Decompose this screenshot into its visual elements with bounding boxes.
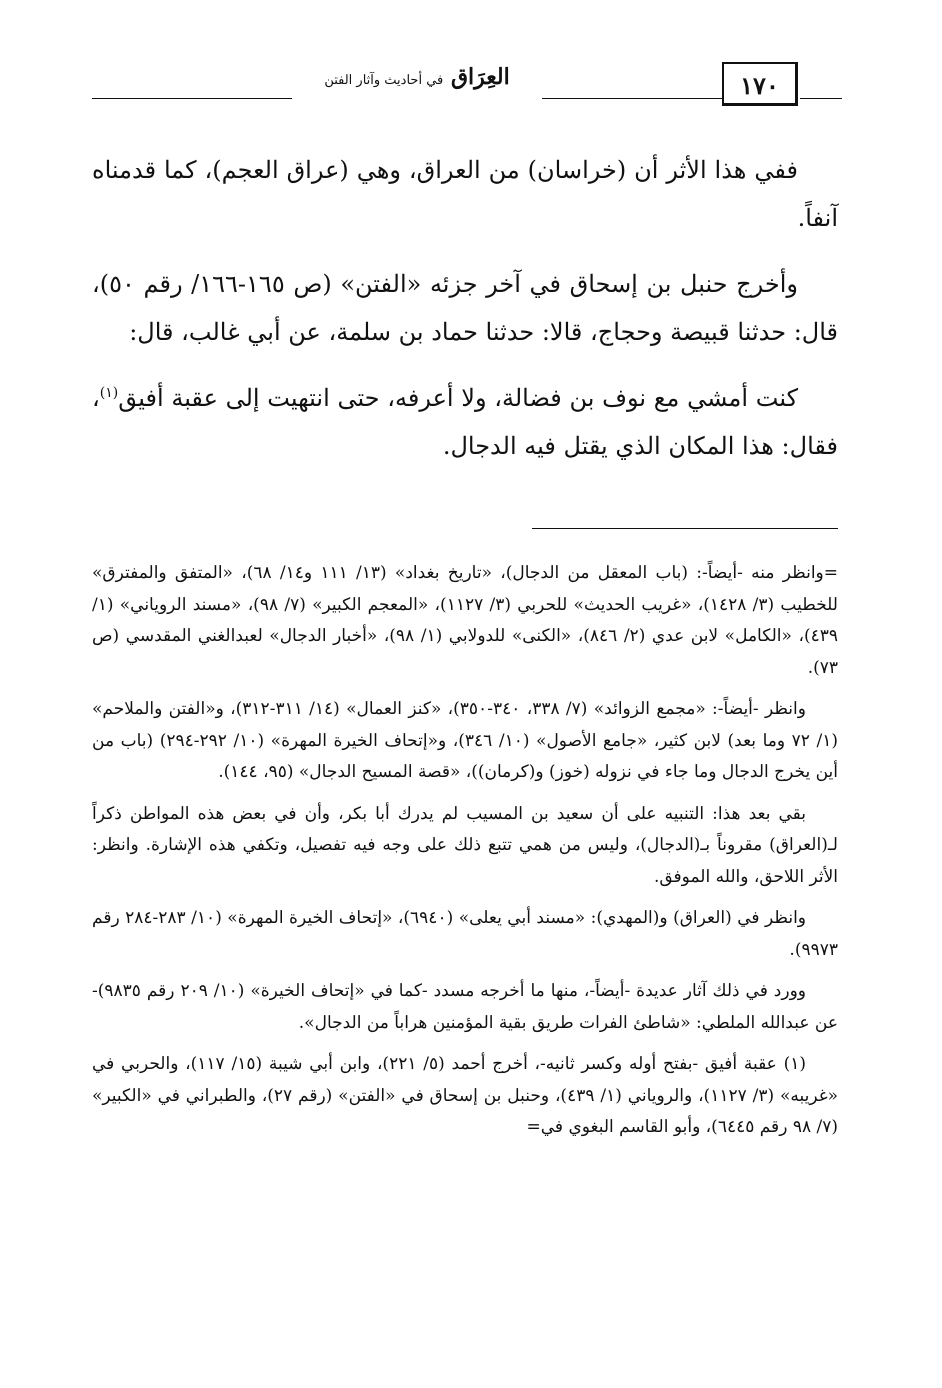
footnote-paragraph: بقي بعد هذا: التنبيه على أن سعيد بن المسيب لم يدرك أبا بكر، وأن في بعض هذه المواطن ذكراً لـ(العراق) مقروناً بـ(الدجال)، وليس من همي تتبع ذلك على وجه فيه تفصيل، وتكفي هذه الإشارة. وانظر: الأثر اللاحق، والله الموفق.	[92, 803, 838, 887]
footnote-paragraph: وانظر -أيضاً-: «مجمع الزوائد» (٧/ ٣٣٨، ٣٤٠-٣٥٠)، «كنز العمال» (١٤/ ٣١١-٣١٢)، و«الفتن والملاحم» (١/ ٧٢ وما بعد) لابن كثير، «جامع الأصول» (١٠/ ٣٤٦)، و«إتحاف الخيرة المهرة» (١٠/ ٢٩٢-٢٩٤) (باب من أين يخرج الدجال وما جاء في نزوله (خوز) و(كرمان))، «قصة المسيح الدجال» (٩٥، ١٤٤).	[92, 699, 838, 782]
book-title: العِرَاق	[450, 64, 510, 90]
page-number: ١٧٠	[722, 62, 798, 106]
quote-text: كنت أمشي مع نوف بن فضالة، ولا أعرفه، حتى انتهيت إلى عقبة أفيق	[118, 384, 798, 412]
footnotes	[92, 558, 838, 1154]
quoted-paragraph	[92, 374, 838, 470]
running-title	[297, 64, 537, 90]
main-paragraph: ففي هذا الأثر أن (خراسان) من العراق، وهي (عراق العجم)، كما قدمناه آنفاً.	[92, 156, 838, 232]
main-paragraph: وأخرج حنبل بن إسحاق في آخر جزئه «الفتن» (ص ١٦٥-١٦٦/ رقم ٥٠)، قال: حدثنا قبيصة وحجاج، قالا: حدثنا حماد بن سلمة، عن أبي غالب، قال:	[92, 270, 838, 346]
footnote-paragraph: وانظر في (العراق) و(المهدي): «مسند أبي يعلى» (٦٩٤٠)، «إتحاف الخيرة المهرة» (١٠/ ٢٨٣-٢٨٤ رقم ٩٩٧٣).	[92, 908, 838, 960]
book-subtitle: في أحاديث وآثار الفتن	[324, 73, 444, 88]
footnote-paragraph: =وانظر منه -أيضاً-: (باب المعقل من الدجال)، «تاريخ بغداد» (١٣/ ١١١ و١٤/ ٦٨)، «المتفق والمفترق» للخطيب (٣/ ١٤٢٨)، «غريب الحديث» للحربي (٣/ ١١٢٧)، «المعجم الكبير» (٧/ ٩٨)، «مسند الروياني» (١/ ٤٣٩)، «الكامل» لابن عدي (٢/ ٨٤٦)، «الكنى» للدولابي (١/ ٩٨)، «أخبار الدجال» لعبدالغني المقدسي (ص ٧٣).	[92, 563, 838, 678]
footnote-paragraph: وورد في ذلك آثار عديدة -أيضاً-، منها ما أخرجه مسدد -كما في «إتحاف الخيرة» (١٠/ ٢٠٩ رقم ٩٨٣٥)- عن عبدالله الملطي: «شاطئ الفرات طريق بقية المؤمنين هراباً من الدجال».	[92, 981, 838, 1033]
header-rule-left	[92, 98, 292, 99]
footnote-reference[interactable]: (١)	[99, 385, 119, 401]
header-rule-right	[800, 98, 842, 99]
header-rule-middle	[542, 98, 722, 99]
quote-tail: ، فقال: هذا المكان الذي يقتل فيه الدجال.	[92, 384, 838, 460]
footnote-separator	[532, 528, 838, 529]
main-text	[92, 146, 838, 488]
footnote-1: (١) عقبة أفيق -بفتح أوله وكسر ثانيه-، أخرج أحمد (٥/ ٢٢١)، وابن أبي شيبة (١٥/ ١١٧)، والحربي في «غريبه» (٣/ ١١٢٧)، والروياني (١/ ٤٣٩)، وحنبل بن إسحاق في «الفتن» (رقم ٢٧)، والطبراني في «الكبير» (٧/ ٩٨ رقم ٦٤٤٥)، وأبو القاسم البغوي في=	[92, 1054, 839, 1137]
page-header	[92, 62, 842, 118]
